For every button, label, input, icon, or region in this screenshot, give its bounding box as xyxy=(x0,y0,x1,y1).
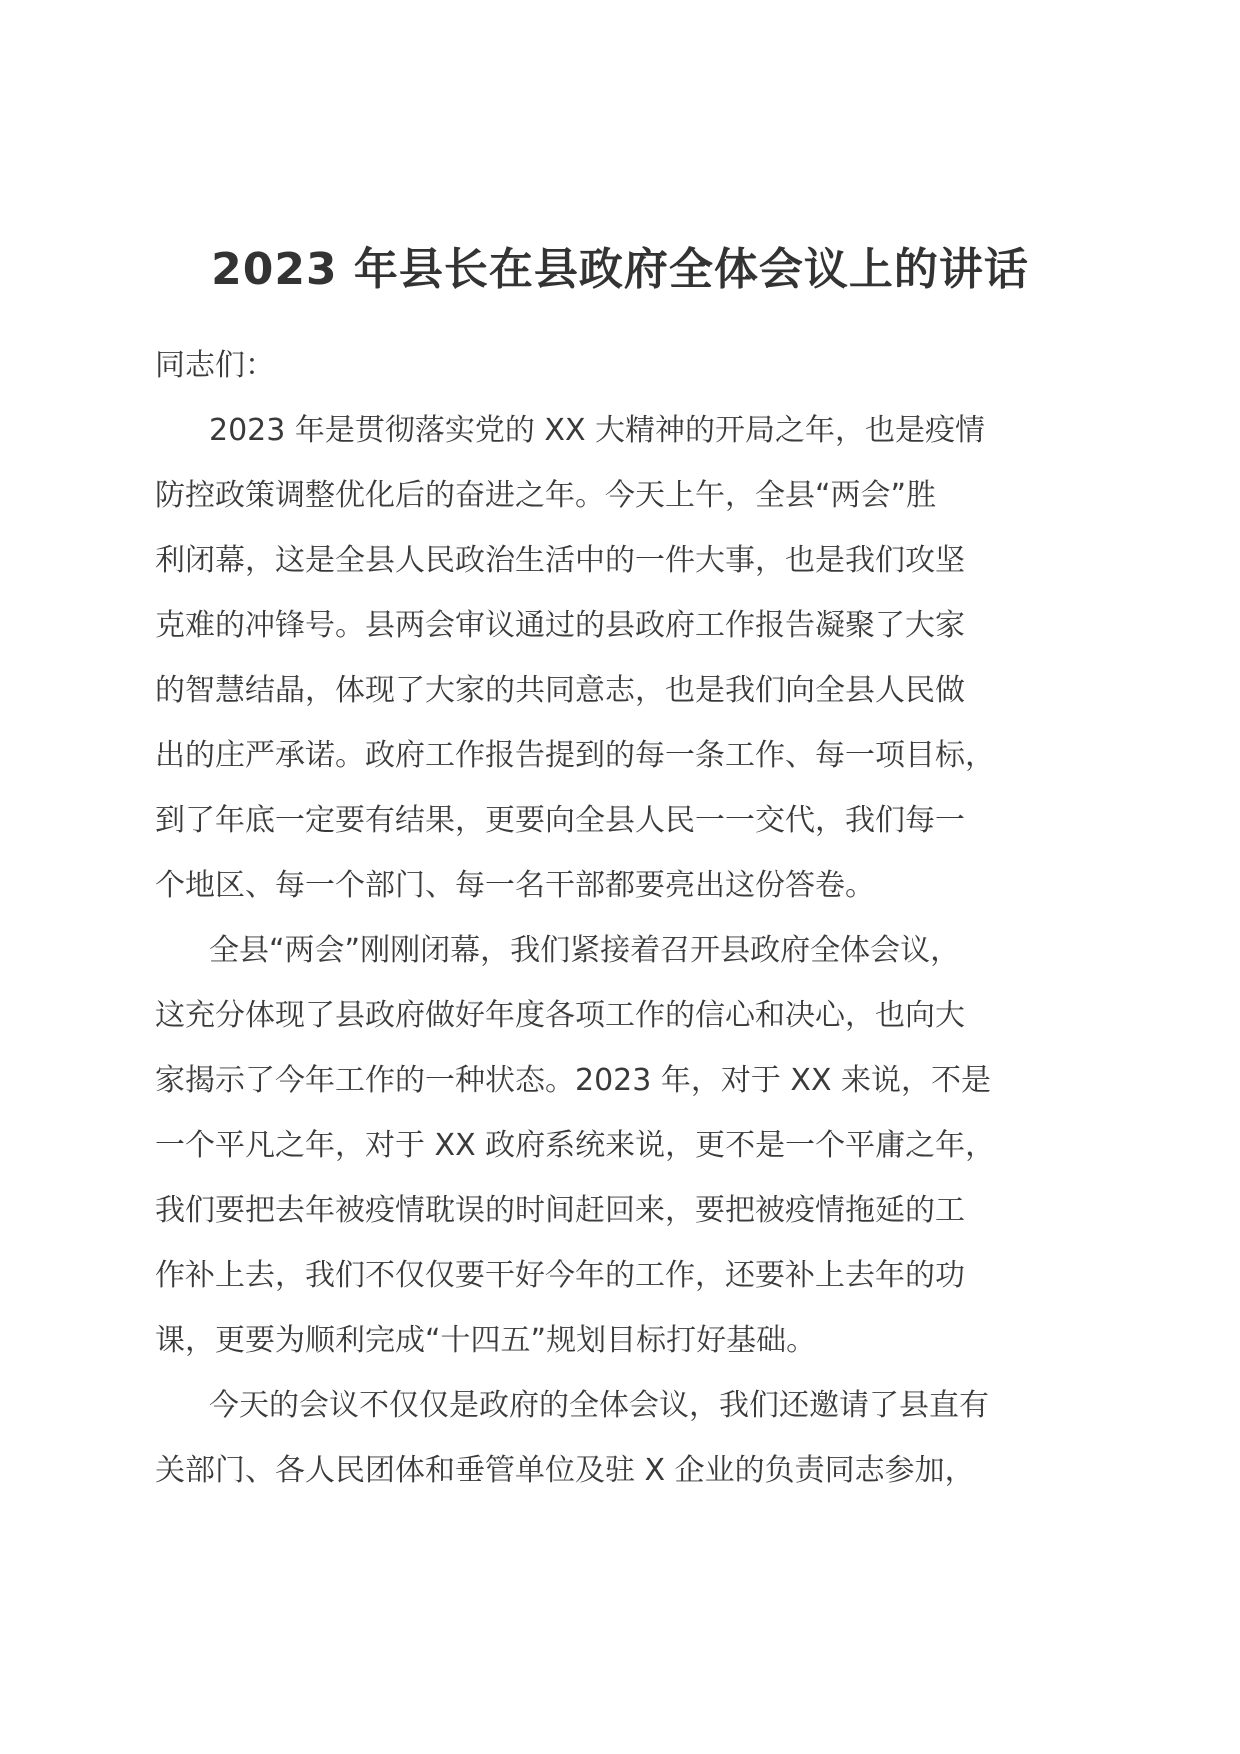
paragraph-line: 利闭幕，这是全县人民政治生活中的一件大事，也是我们攻坚 xyxy=(155,543,965,578)
paragraph-line: 作补上去，我们不仅仅要干好今年的工作，还要补上去年的功 xyxy=(155,1258,965,1293)
paragraph-line: 的智慧结晶，体现了大家的共同意志，也是我们向全县人民做 xyxy=(155,673,965,708)
paragraph-line: 2023 年是贯彻落实党的 XX 大精神的开局之年，也是疫情 xyxy=(209,413,986,448)
paragraph-line: 我们要把去年被疫情耽误的时间赶回来，要把被疫情拖延的工 xyxy=(155,1193,965,1228)
paragraph-line: 课，更要为顺利完成“十四五”规划目标打好基础。 xyxy=(155,1323,817,1358)
paragraph-line: 个地区、每一个部门、每一名干部都要亮出这份答卷。 xyxy=(155,868,875,903)
paragraph-line: 防控政策调整优化后的奋进之年。今天上午，全县“两会”胜 xyxy=(155,478,937,513)
paragraph-line: 全县“两会”刚刚闭幕，我们紧接着召开县政府全体会议， xyxy=(209,933,961,968)
paragraph-line: 一个平凡之年，对于 XX 政府系统来说，更不是一个平庸之年， xyxy=(155,1128,996,1163)
paragraph-2 xyxy=(155,918,1095,1373)
salutation: 同志们： xyxy=(155,348,275,383)
paragraph-line: 家揭示了今年工作的一种状态。2023 年，对于 XX 来说，不是 xyxy=(155,1063,992,1098)
paragraph-line: 这充分体现了县政府做好年度各项工作的信心和决心，也向大 xyxy=(155,998,965,1033)
paragraph-line: 到了年底一定要有结果，更要向全县人民一一交代，我们每一 xyxy=(155,803,965,838)
paragraph-1 xyxy=(155,398,1095,918)
paragraph-line: 今天的会议不仅仅是政府的全体会议，我们还邀请了县直有 xyxy=(209,1388,989,1423)
paragraph-3 xyxy=(155,1373,1095,1503)
document-title: 2023 年县长在县政府全体会议上的讲话 xyxy=(211,244,1029,295)
paragraph-line: 克难的冲锋号。县两会审议通过的县政府工作报告凝聚了大家 xyxy=(155,608,965,643)
document-body xyxy=(155,333,1095,1503)
paragraph-line: 出的庄严承诺。政府工作报告提到的每一条工作、每一项目标， xyxy=(155,738,995,773)
paragraph-line: 关部门、各人民团体和垂管单位及驻 X 企业的负责同志参加， xyxy=(155,1453,975,1488)
